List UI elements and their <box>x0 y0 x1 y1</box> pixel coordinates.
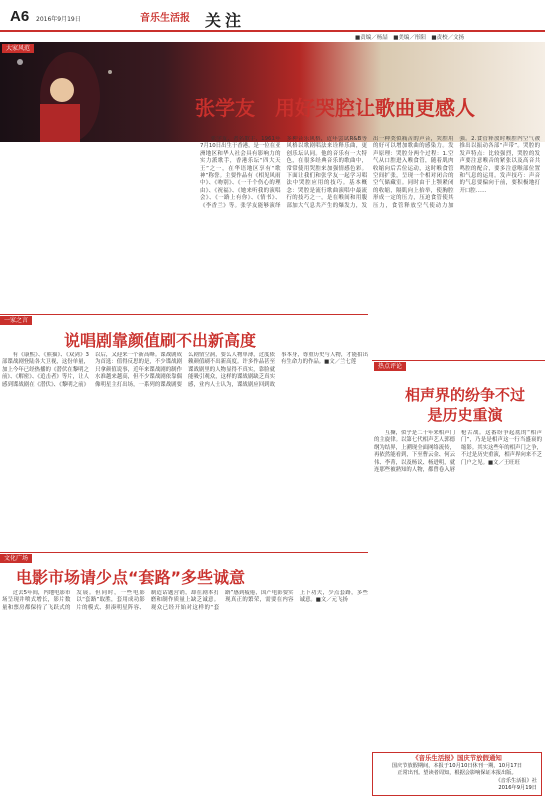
page-header <box>0 0 545 44</box>
story4-rule <box>0 552 368 553</box>
editors-line: ■责编／杨喆 ■美编／彤阳 ■责校／文扬 <box>355 35 465 41</box>
story3-body-text: 互撕，似乎是二十年来相声门的主旋律。以第七代相声艺人郭德纲为结界，上溯现全面网络流传，再依然能看到，下至曹云金、何云伟、李菁，以及杨议、杨进明，就连那些被熟知的人物，都曾卷入唇枪舌战。这番纷争起底的“相声门”，乃是是相声这一行当盛衰的缩影。其实这些年的相声门之争，不过是历史重演，相声界向来不乏门户之见。■文／王旺旺 <box>374 430 542 474</box>
story1-headline: 张学友 用好哭腔让歌曲更感人 <box>195 96 475 120</box>
notice-line-2: 国庆节放假期间，本报于10月10日休刊一期，10月17日 <box>391 762 523 769</box>
header-rule <box>0 30 545 32</box>
story2-body <box>2 352 368 552</box>
story1-body <box>200 136 540 310</box>
story3-body <box>374 430 542 750</box>
story4-headline: 电影市场请少点“套路”多些诚意 <box>16 568 246 587</box>
story2-tag: 一家之言 <box>0 316 32 325</box>
story4-tag: 文化广场 <box>0 554 32 563</box>
brand-logo: 音乐生活报 <box>140 13 190 24</box>
story4-body-text: 过去5年间，内地电影市场呈现井喷式增长，影片数量和票房都保持了飞跃式的发展。但同时，一些电影以“套路”取胜，套用成功影片的模式、拼凑明星阵容、制造话题营销，却在剧本打磨和制作质量上缺乏诚意。观众已经开始对这样的“套路”感到疲倦，国产电影要实现真正的繁荣，需要在内容上下功夫，少点套路，多些诚意。■文／元飞扬 <box>2 590 368 611</box>
story3-rule <box>372 360 545 361</box>
story3-headline-text: 相声界的纷争不过是历史重演 <box>404 386 525 424</box>
story2-headline: 说唱剧靠颜值刷不出新高度 <box>64 331 257 350</box>
story4-body <box>2 590 368 795</box>
story2-body-text: 有《康熙》、《熊猫》、《双剑》3部谍战剧登陆各大卫视，这份单量，加上今年已经热播的《潜伏在黎明之前》、《解密》、《追击者》等片，让人感到谍战剧在《潜伏》、《黎明之前》以后，又迎来一个新高峰。谍战剧成为首选：值得反思的是，不少谍战剧只拿颜值说事，近年来谍战剧的制作水准越来越高，但不少谍战剧依靠偶像明星主打出场，一系列的谍战剧要么剧情空洞，要么人物单薄，过度依赖颜值刷不出新高度。许多作品甚至谍战剧里的人物显得不真实，靠脸就能吸引观众，这样的谍战剧缺乏真实感，业内人士认为，谍战剧应回到故事本身，尊重历史与人物，才能拍出有生命力的作品。■文／兰七莲 <box>2 352 368 388</box>
holiday-notice <box>372 752 542 796</box>
notice-line-3: 正常出刊。望读者周知，根据会影响保证本报出版。 <box>397 770 517 777</box>
page-code: A6 <box>10 8 30 25</box>
issue-date: 2016年9月19日 <box>36 16 81 23</box>
story3-headline <box>400 385 530 425</box>
story3-tag: 热点评论 <box>374 362 406 371</box>
notice-date: 2016年9月19日 <box>498 785 537 792</box>
notice-title: 《音乐生活报》国庆节放假通知 <box>412 754 502 762</box>
story2-rule <box>0 314 368 315</box>
section-title: 关注 <box>205 11 246 30</box>
notice-signature: 《音乐生活报》社 <box>495 777 537 784</box>
story1-body-text: 张学友，著名歌手，1961年7月10日出生于香港，是一位在亚洲地区和华人社会具有影响力的实力派歌手，香港乐坛“四大天王”之一，在华语地区享有“歌神”称誉。主要作品有《相见风雨中》、《吻别》、《一千个伤心的理由》、《祝福》、《她来听我的演唱会》、《一路上有你》、《情书》、《李香兰》等。张学友能够演绎多种音乐风格，近年尝试R&B等风格以歌剧唱法来诠释乐曲，更创乐坛认同。他的音乐有一大特色，在很多经典音乐的歌曲中，常常使用哭腔来加强情感色彩。下面让我们和张学友一起学习唱法中哭腔应用的技巧。基本概念：哭腔是流行歌曲演唱中最流行的技巧之一，是在喉间和用腹部加大气息共产生的爆发力，发出一种类似痛苦的声音，哭腔用的好可以增加歌曲的感染力。发声原理：哭腔分两个过程：1.空气从口腔进入喉食管，随着肌肉收缩向后舌位运动，这时喉食管空间扩张，呈现一个相对闭合的空气储藏室。同时由于上颚紧闭的收缩，隔肌向上抬举，使胸腔形成一定的压力，压迫食管使其压力，食管释放空气使动力加强。2.食管释放时喉腔内空气被推出以振动各部“声带”。哭腔的发声特点：比较强烈，哭腔的发声要注意喉音的紧张以及高音共鸣腔的配合，要多注意喉部位置和气息的运用。发声技巧：声音的气息要偏向于前，要积极地打开口腔…… <box>200 136 540 209</box>
story1-tag: 大家风范 <box>2 44 34 53</box>
